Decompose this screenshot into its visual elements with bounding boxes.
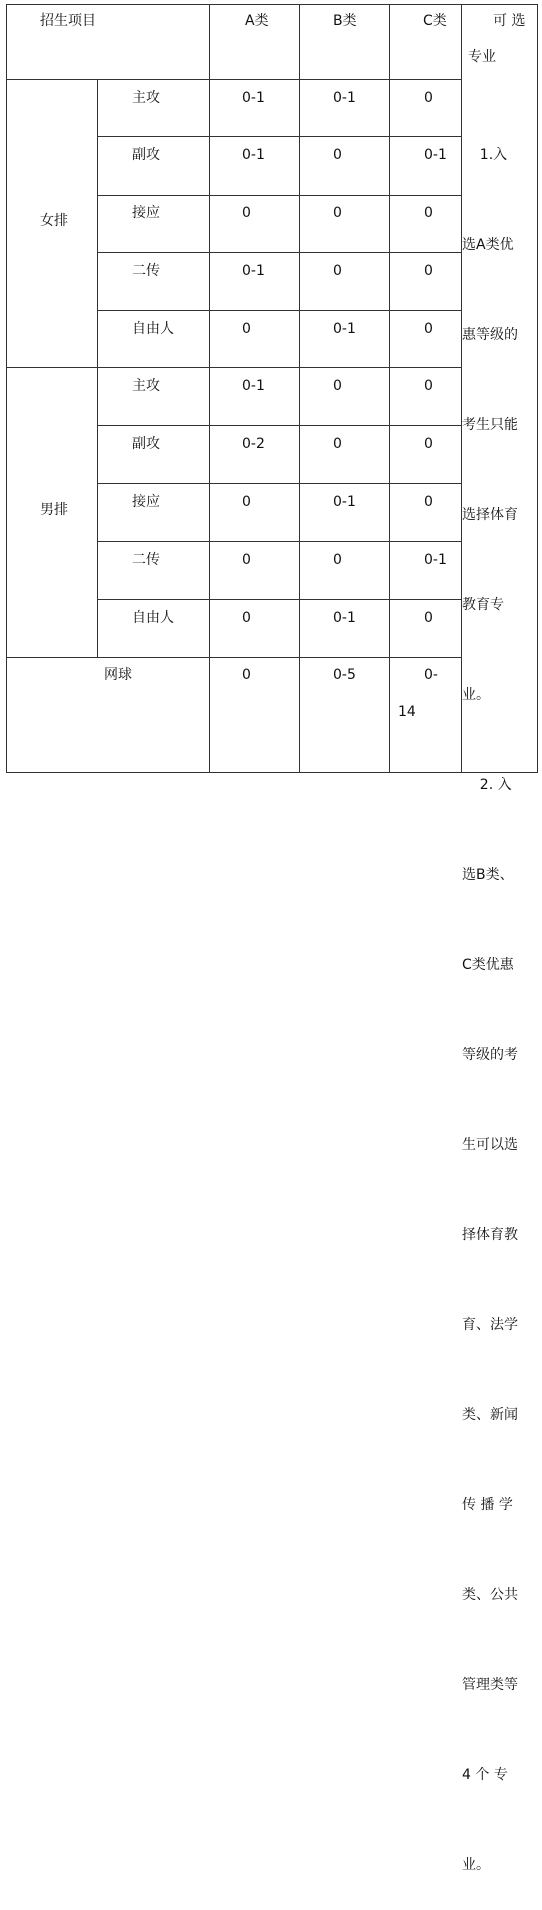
note-line: 选择体育: [462, 507, 518, 523]
admission-table: [0, 0, 542, 779]
note-line: 选A类优: [462, 237, 514, 253]
table-border-bottom: [6, 772, 538, 773]
a-cell: 0: [242, 610, 251, 626]
divider-h-group: [6, 367, 462, 368]
divider-h: [97, 541, 462, 542]
tennis-c-line1: 0-: [424, 667, 438, 683]
divider-h: [97, 483, 462, 484]
position-cell: 接应: [132, 205, 160, 221]
note-line: 2. 入: [462, 777, 512, 793]
position-cell: 接应: [132, 494, 160, 510]
position-cell: 副攻: [132, 147, 160, 163]
position-cell: 二传: [132, 552, 160, 568]
note-line: 业。: [462, 687, 490, 703]
b-cell: 0: [333, 147, 342, 163]
major-notes: [462, 80, 538, 1910]
note-line: 惠等级的: [462, 327, 518, 343]
header-a: A类: [245, 13, 269, 29]
header-major-line1: 可 选: [493, 13, 526, 29]
b-cell: 0: [333, 263, 342, 279]
c-cell: 0: [424, 494, 433, 510]
a-cell: 0: [242, 205, 251, 221]
header-major-line2: 专业: [468, 49, 496, 65]
b-cell: 0-1: [333, 90, 356, 106]
note-line: 类、公共: [462, 1587, 518, 1603]
header-b: B类: [333, 13, 357, 29]
tennis-c-line2: 14: [398, 704, 416, 720]
b-cell: 0-1: [333, 321, 356, 337]
c-cell: 0: [424, 610, 433, 626]
note-line: 1.入: [462, 147, 508, 163]
a-cell: 0: [242, 321, 251, 337]
note-line: 业。: [462, 1857, 490, 1873]
position-cell: 自由人: [132, 321, 174, 337]
a-cell: 0-1: [242, 147, 265, 163]
position-cell: 主攻: [132, 90, 160, 106]
note-line: 管理类等: [462, 1677, 518, 1693]
divider-v-group: [97, 79, 98, 657]
note-line: C类优惠: [462, 957, 514, 973]
position-cell: 自由人: [132, 610, 174, 626]
tennis-b: 0-5: [333, 667, 356, 683]
note-line: 类、新闻: [462, 1407, 518, 1423]
b-cell: 0: [333, 205, 342, 221]
a-cell: 0-1: [242, 378, 265, 394]
c-cell: 0: [424, 321, 433, 337]
c-cell: 0-1: [424, 552, 447, 568]
note-line: 等级的考: [462, 1047, 518, 1063]
note-line: 生可以选: [462, 1137, 518, 1153]
note-line: 传 播 学: [462, 1497, 513, 1513]
group-men-label: 男排: [40, 502, 68, 518]
a-cell: 0-1: [242, 90, 265, 106]
divider-h-tennis: [6, 657, 462, 658]
position-cell: 副攻: [132, 436, 160, 452]
a-cell: 0: [242, 494, 251, 510]
divider-h: [97, 425, 462, 426]
c-cell: 0: [424, 205, 433, 221]
position-cell: 主攻: [132, 378, 160, 394]
header-item: 招生项目: [40, 13, 96, 29]
note-line: 选B类、: [462, 867, 514, 883]
c-cell: 0-1: [424, 147, 447, 163]
a-cell: 0: [242, 552, 251, 568]
b-cell: 0-1: [333, 494, 356, 510]
c-cell: 0: [424, 90, 433, 106]
c-cell: 0: [424, 436, 433, 452]
b-cell: 0: [333, 436, 342, 452]
divider-h: [97, 310, 462, 311]
c-cell: 0: [424, 263, 433, 279]
divider-h: [97, 136, 462, 137]
divider-h: [97, 252, 462, 253]
header-c: C类: [423, 13, 447, 29]
b-cell: 0: [333, 378, 342, 394]
table-border-top: [6, 4, 538, 5]
tennis-a: 0: [242, 667, 251, 683]
a-cell: 0-1: [242, 263, 265, 279]
tennis-label: 网球: [104, 667, 132, 683]
group-women-label: 女排: [40, 213, 68, 229]
note-line: 4 个 专: [462, 1767, 508, 1783]
note-line: 教育专: [462, 597, 504, 613]
c-cell: 0: [424, 378, 433, 394]
divider-h-header: [6, 79, 462, 80]
a-cell: 0-2: [242, 436, 265, 452]
note-line: 育、法学: [462, 1317, 518, 1333]
note-line: 择体育教: [462, 1227, 518, 1243]
position-cell: 二传: [132, 263, 160, 279]
divider-h: [97, 195, 462, 196]
b-cell: 0-1: [333, 610, 356, 626]
divider-h: [97, 599, 462, 600]
b-cell: 0: [333, 552, 342, 568]
note-line: 考生只能: [462, 417, 518, 433]
